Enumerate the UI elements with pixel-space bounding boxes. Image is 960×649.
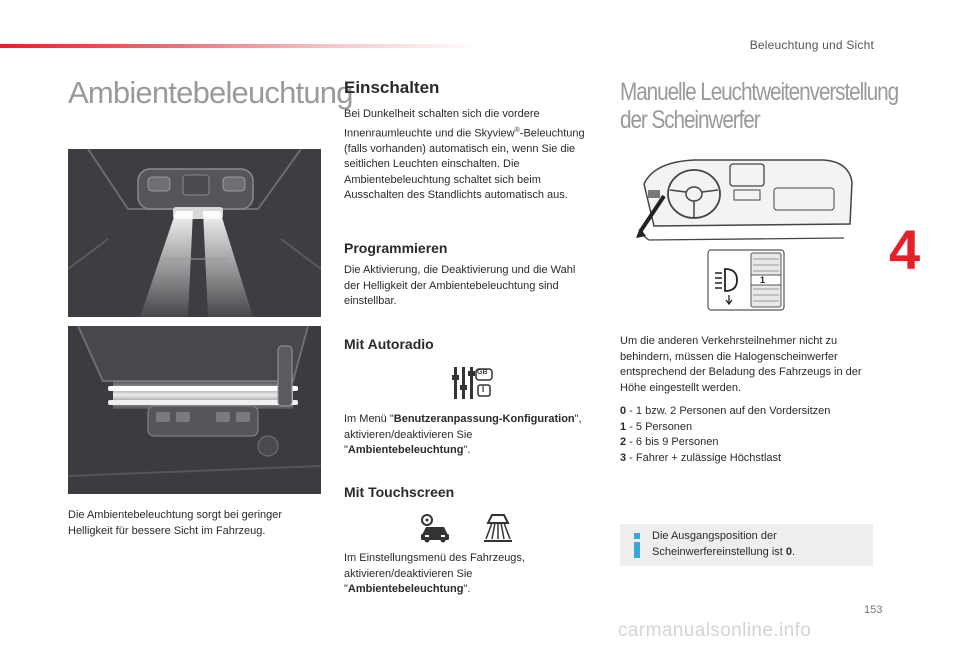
programmieren-text: Die Aktivierung, die Deaktivierung und die Wahl der Helligkeit der Ambientebeleuchtung sind einstellbar. [344,264,576,307]
menu-item-bold: Ambientebeleuchtung [347,444,464,456]
page-number: 153 [864,604,883,616]
legend-item [620,404,876,420]
einschalten-text-part2: -Beleuchtung (falls vorhanden) automatisch ein, wenn Sie die seitlichen Leuchten einschalten. Die Ambientebeleuchtung schaltet sich beim Ausschalten des Standlichts automatisch aus. [344,127,585,202]
autoradio-text-mid: ", aktivieren/deaktivieren Sie " [344,413,582,456]
ceiling-light-drawing [68,149,321,317]
heading-einschalten: Einschalten [344,78,440,97]
ceiling-light-illustration [68,149,321,317]
legend-item [620,435,876,451]
info-text-suffix: . [792,545,796,558]
car-gear-icon [418,511,452,543]
registered-mark: ® [514,126,520,134]
legend-text: - 5 Personen [626,420,693,433]
headlamp-dial-illustration [707,249,785,311]
header-accent-bar [0,44,480,48]
section-title-line1: Manuelle Leuchtweitenverstellung [620,78,899,106]
load-legend [620,404,876,466]
autoradio-text-suffix: ". [463,444,471,456]
dashboard-drawing [634,154,856,244]
legend-key: 1 [620,420,627,433]
car-settings-icon [418,511,452,543]
legend-item [620,451,876,467]
icon-label-i: I [482,385,485,394]
legend-item [620,420,876,436]
autoradio-text-prefix: Im Menü " [344,413,394,425]
info-box [620,524,873,566]
section-title-headlamp [620,78,899,134]
info-text [652,529,867,560]
menu-path-bold: Benutzeranpassung-Konfiguration [393,413,575,425]
skyview-roof-illustration [68,326,321,494]
page-title: Ambientebeleuchtung [68,75,353,110]
dial-position-label: 1 [760,275,766,285]
icon-label-gb: GB [477,369,488,376]
legend-key: 2 [620,436,627,448]
dashboard-illustration [634,154,856,244]
interior-light-icon [480,511,516,543]
section-title-line2: der Scheinwerfer [620,106,760,134]
legend-key: 3 [620,451,627,464]
legend-text: - Fahrer + zulässige Höchstlast [626,451,782,464]
touchscreen-text-prefix: Im Einstellungsmenü des Fahrzeugs, aktivieren/deaktivieren Sie " [344,552,525,595]
legend-key: 0 [620,405,627,417]
headlamp-dial-drawing [707,249,785,311]
skyview-roof-drawing [68,326,321,494]
touchscreen-menu-item-bold: Ambientebeleuchtung [347,583,464,595]
dome-light-icon [480,511,516,543]
autoradio-text [344,412,594,459]
info-text-bold: 0 [785,545,793,558]
headlamp-intro-text: Um die anderen Verkehrsteilnehmer nicht zu behindern, müssen die Halogenscheinwerfer entsprechend der Beladung des Fahrzeugs in der Höhe eingestellt werden. [620,335,862,394]
info-icon [630,531,644,559]
einschalten-text [344,107,600,204]
sliders-icon [452,365,494,401]
touchscreen-text [344,551,569,598]
chapter-number: 4 [889,218,921,281]
heading-programmieren: Programmieren [344,240,448,256]
info-text-prefix: Die Ausgangsposition der Scheinwerfereinstellung ist [652,530,786,558]
legend-text: - 1 bzw. 2 Personen auf den Vordersitzen [626,405,831,417]
heading-mit-touchscreen: Mit Touchscreen [344,484,455,500]
einschalten-text-part1: Bei Dunkelheit schalten sich die vordere Innenraumleuchte und die Skyview [344,108,540,140]
watermark: carmanualsonline.info [618,620,812,641]
heading-mit-autoradio: Mit Autoradio [344,336,434,352]
touchscreen-text-suffix: ". [463,583,471,595]
intro-caption: Die Ambientebeleuchtung sorgt bei geringer Helligkeit für bessere Sicht im Fahrzeug. [68,509,283,537]
settings-menu-icon [452,365,494,401]
section-title: Beleuchtung und Sicht [749,38,874,52]
legend-text: - 6 bis 9 Personen [626,436,719,448]
